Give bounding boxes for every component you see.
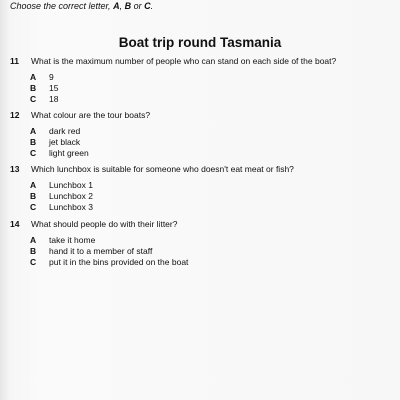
question-text: Which lunchbox is suitable for someone who doesn't eat meat or fish? — [31, 164, 294, 174]
option-text: 9 — [49, 72, 54, 82]
option-b — [0, 83, 400, 94]
option-text: dark red — [49, 126, 81, 136]
question-line — [0, 110, 400, 122]
question-number: 11 — [10, 56, 19, 66]
question-number: 13 — [10, 164, 20, 174]
option-text: light green — [49, 148, 89, 158]
option-letter: A — [30, 235, 37, 245]
option-letter: C — [30, 148, 37, 158]
option-c — [0, 202, 400, 213]
option-c — [0, 148, 400, 159]
question-text: What is the maximum number of people who can stand on each side of the boat? — [31, 56, 337, 66]
option-list — [0, 126, 400, 159]
instruction-prefix: Choose the correct letter, — [10, 1, 114, 11]
option-letter: C — [30, 202, 37, 212]
question-11 — [0, 56, 400, 105]
instruction-text — [10, 1, 153, 11]
instruction-separator-2: or — [131, 1, 145, 11]
option-letter: B — [30, 83, 37, 93]
option-list — [0, 235, 400, 268]
option-b — [0, 137, 400, 148]
option-text: put it in the bins provided on the boat — [49, 257, 189, 267]
option-text: Lunchbox 2 — [49, 191, 93, 201]
option-a — [0, 126, 400, 137]
question-text: What should people do with their litter? — [31, 219, 178, 229]
instruction-letter-c: C — [144, 1, 151, 11]
instruction-letter-b: B — [124, 1, 132, 11]
option-text: Lunchbox 1 — [49, 180, 93, 190]
option-letter: B — [30, 246, 37, 256]
option-text: hand it to a member of staff — [49, 246, 153, 256]
option-c — [0, 94, 400, 105]
question-text: What colour are the tour boats? — [31, 110, 151, 120]
option-text: jet black — [49, 137, 81, 147]
option-text: take it home — [49, 235, 96, 245]
option-letter: A — [30, 180, 37, 190]
question-line — [0, 219, 400, 231]
question-line — [0, 164, 400, 176]
instruction-separator-1: , — [119, 1, 125, 11]
option-letter: B — [30, 191, 37, 201]
instruction-letter-a: A — [113, 1, 120, 11]
option-text: 18 — [49, 94, 59, 104]
option-letter: A — [30, 72, 37, 82]
question-13 — [0, 164, 400, 213]
option-text: 15 — [49, 83, 59, 93]
option-a — [0, 235, 400, 246]
option-letter: B — [30, 137, 37, 147]
question-number: 14 — [10, 219, 20, 229]
question-14 — [0, 219, 400, 268]
question-number: 12 — [10, 110, 20, 120]
option-b — [0, 246, 400, 257]
option-letter: C — [30, 94, 37, 104]
option-list — [0, 72, 400, 105]
question-line — [0, 56, 400, 68]
option-b — [0, 191, 400, 202]
instruction-suffix: . — [150, 1, 154, 11]
option-a — [0, 72, 400, 83]
option-c — [0, 257, 400, 268]
page-title: Boat trip round Tasmania — [118, 35, 282, 50]
question-12 — [0, 110, 400, 159]
option-letter: C — [30, 257, 37, 267]
option-list — [0, 180, 400, 213]
option-text: Lunchbox 3 — [49, 202, 93, 212]
option-a — [0, 180, 400, 191]
option-letter: A — [30, 126, 37, 136]
